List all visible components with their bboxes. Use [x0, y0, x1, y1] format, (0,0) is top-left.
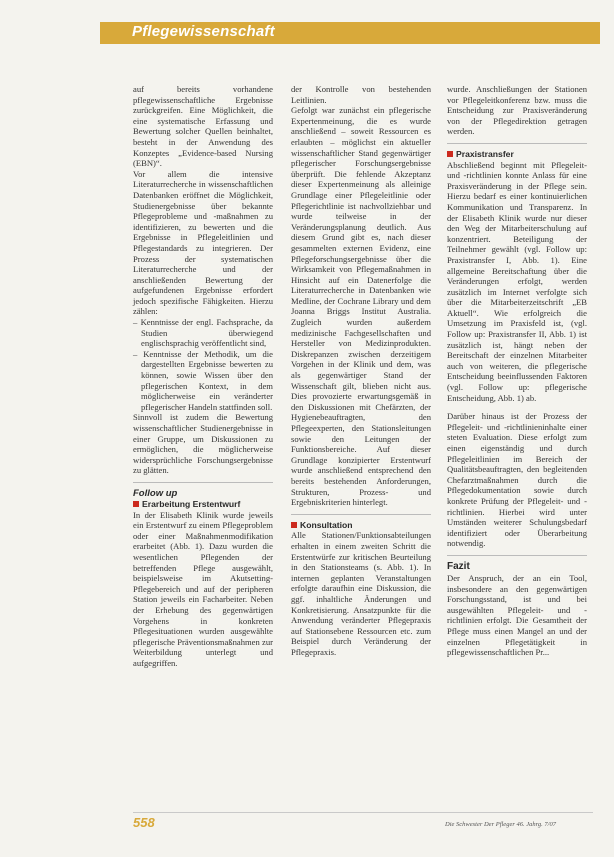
section-heading-text: Erarbeitung Erstentwurf: [142, 498, 241, 509]
paragraph: Darüber hinaus ist der Prozess der Pflegeleit- und -richtlinieninhalte einer steten Evaluation. Diese erfolgt zum einen eigenständig und durch Pflegeleitlinien im Bereich der Qualitätsbeauftragten, den begleitenden Chefarztmaßnahmen durch die Pflegedokumentation sowie durch konkrete Prüfung der Pflegeleit- und -richtlinien. Hierbei wird unter Umständen weiterer Schulungsbedarf identifiziert oder Überarbeitung notwendig.: [447, 411, 587, 549]
section-heading: [291, 520, 431, 531]
paragraph: Abschließend beginnt mit Pflegeleit- und -richtlinien konnte Anlass für eine Praxisveränderung in der Pflege sein. Hierzu bedarf es einer kontinuierlichen Kommunikation und Transparenz. In der Elisabeth Klinik wurde nur dieser den Weg der Mitarbeiterschulung auf konzentriert. Beteiligung der Teilnehmer gewählt (vgl. Follow up: Praxistransfer I, Abb. 1). Eine allgemeine Bereitschaftung über die Veränderungen erfolgt, werden zusätzlich im Internet verfolgte sich über die Mitarbeiterzeitschrift „EB Aktuell“. Wie erfolgreich die Umsetzung im Praxisfeld ist, (vgl. Follow up: Praxistransfer II, Abb. 1) ist zusätzlich ist, hängt neben der Bereitschaft der einzelnen Mitarbeiter auch von weiteren, die pflegerische Entscheidung beeinflussenden Faktoren (vgl. Follow up: pflegerische Entscheidung, Abb. 1) ab.: [447, 159, 587, 403]
paragraph: wurde. Anschließungen der Stationen vor Pflegeleitkonferenz bzw. muss die Entscheidung zur Praxisveränderung von der Pflegedirektion getragen werden.: [447, 84, 587, 137]
paragraph: der Kontrolle von bestehenden Leitlinien.: [291, 84, 431, 105]
paragraph: Sinnvoll ist zudem die Bewertung wissenschaftlicher Studienergebnisse in einer Gruppe, um Diskussionen zu ermöglichen, die möglicherweise widersprüchliche Forschungsergebnisse zu glätten.: [133, 412, 273, 476]
fazit-heading: Fazit: [447, 560, 470, 572]
column-2: [291, 84, 431, 657]
column-3: [447, 84, 587, 658]
paragraph: In der Elisabeth Klinik wurde jeweils ein Erstentwurf zu einem Pflegeproblem oder einer Maßnahmenmodifikation erarbeitet (Abb. 1). Dazu wurden die wesentlichen Pflegenden der betreffenden Pflege ausgewählt, beispielsweise im Akutsetting-Pflegebereich und auf der peripheren Station jeweils ein Facharbeiter. Neben der Erhebung des gegenwärtigen Vorgehens in konkreten Pflegesituationen wurden ausgewählte pflegerische Präventionsmaßnahmen zur Weiterbildung unterlegt und aufgegriffen.: [133, 509, 273, 668]
header-title: Pflegewissenschaft: [132, 23, 275, 40]
divider: [447, 555, 587, 556]
followup-heading: Follow up: [133, 487, 178, 499]
paragraph: Gefolgt war zunächst ein pflegerische Expertenmeinung, die es wurde anschließend – soweit Ressourcen es erlaubten – möglichst ein aktueller wissenschaftlicher Stand gegenwärtiger pflegerischer Forschungsergebnisse überprüft. Die fehlende Akzeptanz dieser Expertenmeinung als alleinige Grundlage einer Pflegeleitlinie oder Pflegerichtlinie ist nachvollziehbar und wurde teilweise in der Veränderungsplanung deutlich. Aus diesem Grund gibt es, nach dieser gesammelten externen Evidenz, eine Pflegeforschungsergebnisse über die Wirksamkeit von Pflegemaßnahmen in Hinsicht auf ein Datenerfolge die Literaturrecherche in Datenbanken wie Medline, der Cochrane Library und dem Joanna Briggs Institut Australia. Zugleich wurden außerdem medizinische Fachgesellschaften und Hersteller von Medizinprodukten. Diskrepanzen zwischen derzeitigem Vorgehen in der Klinik und dem, was als gegenwärtiger Stand der Wissenschaft gilt, blieben nicht aus. Dies provozierte erwartungsgemäß in den Diskussionen mit Chefärzten, der Hygienebeauftragten, den Pflegeexperten, den Stationsleitungen sowie den Leitungen der Funktionsbereiche. Auf dieser Grundlage konzipierter Erstentwurf wurde anschließend entsprechend den bereits bestehenden Anforderungen, Strukturen, Prozess- und Ergebniskriterien hinterlegt.: [291, 105, 431, 508]
page-number: 558: [133, 815, 155, 830]
list-item: – Kenntnisse der Methodik, um die dargestellten Ergebnisse bewerten zu können, sowie Wissen über den pflegerischen Kontext, in dem möglicherweise ein veränderter pflegerischer Handeln stattfinden soll.: [133, 348, 273, 412]
divider: [447, 143, 587, 144]
section-heading: [447, 149, 587, 160]
paragraph: auf bereits vorhandene pflegewissenschaftliche Ergebnisse zurückgreifen. Eine Möglichkeit, die eine systematische Erfassung und Bewertung solcher Quellen beinhaltet, besteht in der Anwendung des Konzeptes „Evidence-based Nursing (EBN)“.: [133, 84, 273, 169]
divider: [291, 514, 431, 515]
divider: [133, 482, 273, 483]
section-heading-text: Konsultation: [300, 519, 353, 530]
red-square-icon: [133, 501, 139, 507]
red-square-icon: [291, 522, 297, 528]
section-heading: [133, 499, 273, 510]
red-square-icon: [447, 151, 453, 157]
column-1: [133, 84, 273, 668]
paragraph: Vor allem die intensive Literaturrecherche in wissenschaftlichen Datenbanken eröffnet die Möglichkeit, Studienergebnisse über bekannte Pflegeprobleme und -maßnahmen zu identifizieren, zu bewerten und die Ergebnisse in Pflegeleitlinien und Pflegestandards zu integrieren. Der Prozess der systematischen Literaturrecherche und der anschließenden Bewertung der aufgefundenen Ergebnisse erfordert jedoch spezifische Fähigkeiten. Hierzu zählen:: [133, 168, 273, 317]
section-heading-text: Praxistransfer: [456, 148, 514, 159]
journal-reference: Die Schwester Der Pfleger 46. Jahrg. 7/07: [445, 821, 556, 828]
footer-divider: [133, 812, 593, 813]
list-item: – Kenntnisse der engl. Fachsprache, da Studien überwiegend englischsprachig veröffentlicht sind,: [133, 317, 273, 349]
paragraph: Alle Stationen/Funktionsabteilungen erhalten in einem zweiten Schritt die Erstentwürfe zur kritischen Beurteilung in den Stationsteams (s. Abb. 1). In internen geplanten Veranstaltungen erfolgte daraufhin eine Diskussion, die ggf. inhaltliche Änderungen und Konkretisierung. Ansatzpunkte für die Anwendung veränderter Pflegepraxis auf Stationsebene Ressourcen etc. zum Beispiel durch Veränderung der Pflegepraxis.: [291, 530, 431, 657]
spacer: [447, 403, 587, 411]
paragraph: Der Anspruch, der an ein Tool, insbesondere an den gegenwärtigen Forschungsstand, ist und bei ausgewählten Pflegeleit- und -richtlinien erfolgt. Die Gesamtheit der Pflege muss einen Mangel an und der einzelnen Pflegetätigkeit in pflegewissenschaftlichen Pr...: [447, 572, 587, 658]
